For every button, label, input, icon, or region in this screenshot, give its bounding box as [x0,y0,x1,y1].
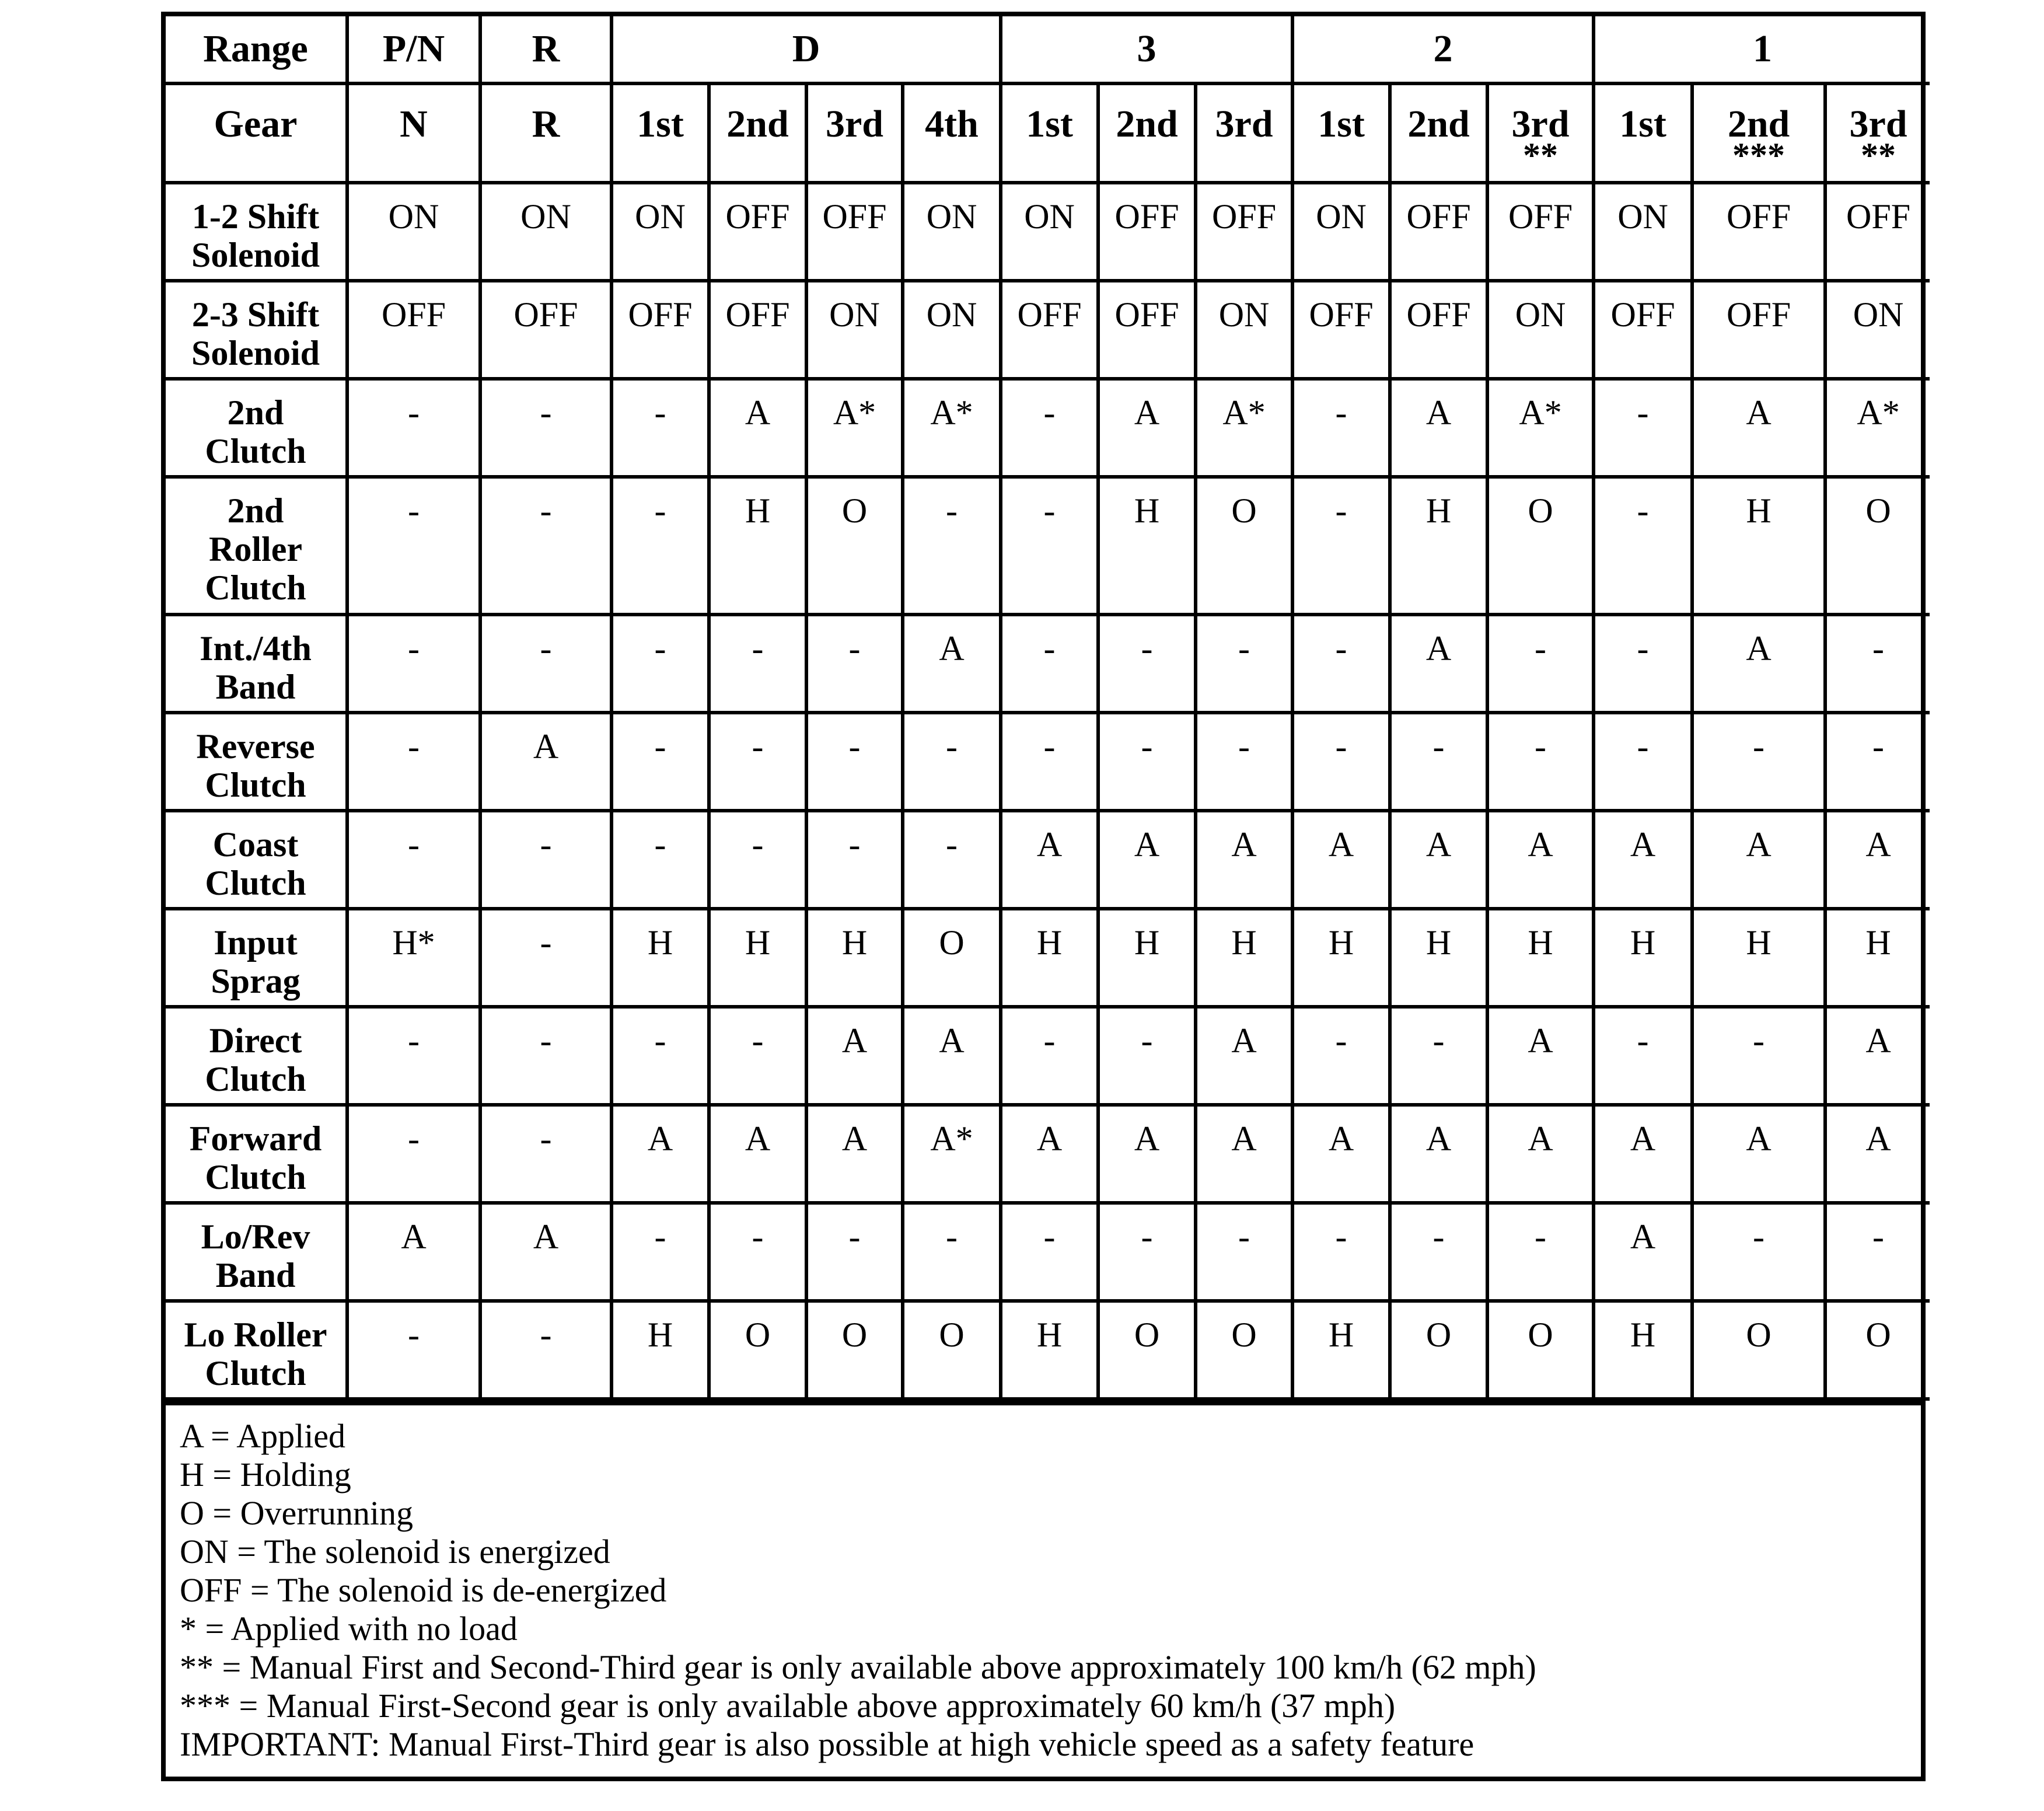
gear-header-cell [1692,83,1825,183]
state-cell: H [1390,909,1487,1007]
state-cell: H [1390,477,1487,615]
gear-header-cell [612,83,709,183]
transmission-application-chart [161,12,1926,1781]
gear-header-cell [1390,83,1487,183]
state-cell: - [347,615,480,713]
gear-header-cell [709,83,806,183]
state-cell: H* [347,909,480,1007]
component-label-line: Clutch [205,864,306,902]
state-cell: - [1390,1203,1487,1301]
gear-header-row [166,83,1930,183]
gear-footnote-marker: ** [1861,136,1896,175]
state-cell: A [709,379,806,477]
state-cell: - [480,1301,612,1399]
gear-header-cell [1292,83,1390,183]
state-cell: - [1001,615,1098,713]
component-label [166,713,347,811]
state-cell: H [1594,1301,1692,1399]
state-cell: - [903,713,1001,811]
gear-name: 3rd [826,103,883,145]
state-cell: OFF [1098,281,1196,379]
state-cell: ON [1196,281,1292,379]
gear-name: 2nd [1116,103,1178,145]
component-label [166,1203,347,1301]
legend-line: *** = Manual First-Second gear is only available above approximately 60 km/h (37 mph) [180,1687,1396,1725]
state-cell: A [903,1007,1001,1105]
component-label-line: Lo/Rev [201,1217,310,1256]
component-label [166,379,347,477]
component-label [166,811,347,909]
gear-name: 2nd [1727,103,1790,145]
component-label-line: Direct [209,1021,302,1060]
state-cell: O [1487,477,1594,615]
legend-line: IMPORTANT: Manual First-Third gear is also possible at high vehicle speed as a safety feature [180,1725,1475,1763]
state-cell: OFF [1001,281,1098,379]
component-label [166,1105,347,1203]
state-cell: - [347,811,480,909]
state-cell: - [1487,615,1594,713]
state-cell: - [1594,615,1692,713]
gear-header-cell [480,83,612,183]
state-cell: A [1594,1203,1692,1301]
range-header-cell: 1 [1594,16,1930,83]
legend-line: ON = The solenoid is energized [180,1533,610,1571]
state-cell: A [1692,379,1825,477]
state-cell: A [806,1105,903,1203]
state-cell: - [347,1301,480,1399]
gear-name: 2nd [726,103,789,145]
state-cell: H [1001,1301,1098,1399]
range-header-cell: R [480,16,612,83]
state-cell: - [1001,1203,1098,1301]
legend-line: A = Applied [180,1417,346,1455]
state-cell: - [480,1105,612,1203]
table-row [166,281,1930,379]
state-cell: H [1196,909,1292,1007]
state-cell: A [1390,811,1487,909]
state-cell: - [1487,713,1594,811]
state-cell: - [480,909,612,1007]
gear-name: 3rd [1511,103,1570,145]
component-label-line: Reverse [196,727,315,766]
gear-name: 1st [1619,103,1666,145]
gear-footnote-marker: ** [1523,136,1559,175]
component-label-line: Solenoid [191,334,320,372]
state-cell: - [612,811,709,909]
state-cell: O [709,1301,806,1399]
component-label-line: 2nd [227,491,284,530]
state-cell: O [1098,1301,1196,1399]
range-header-label: Range [166,16,347,83]
state-cell: H [612,909,709,1007]
state-cell: A [1292,811,1390,909]
state-cell: A* [806,379,903,477]
component-label-line: Int./4th [200,629,312,668]
state-cell: H [1098,909,1196,1007]
state-cell: - [612,477,709,615]
range-header-cell: P/N [347,16,480,83]
state-cell: H [1487,909,1594,1007]
gear-name: 1st [637,103,684,145]
component-label [166,615,347,713]
component-label [166,183,347,281]
state-cell: - [1692,1203,1825,1301]
table-row [166,183,1930,281]
state-cell: OFF [1390,183,1487,281]
state-cell: - [1001,1007,1098,1105]
state-cell: OFF [806,183,903,281]
state-cell: - [480,1007,612,1105]
state-cell: OFF [1594,281,1692,379]
state-cell: A [709,1105,806,1203]
state-cell: - [709,811,806,909]
state-cell: OFF [1825,183,1930,281]
state-cell: - [903,811,1001,909]
legend-line: ** = Manual First and Second-Third gear is only available above approximately 100 km/h (62 mph) [180,1648,1536,1686]
component-label-line: Sprag [211,962,301,1000]
application-table [166,16,1930,1401]
state-cell: H [1292,1301,1390,1399]
state-cell: OFF [1292,281,1390,379]
state-cell: A* [1196,379,1292,477]
state-cell: OFF [1196,183,1292,281]
component-label-line: Band [215,1256,296,1294]
state-cell: - [612,713,709,811]
state-cell: A [1594,811,1692,909]
state-cell: A* [903,1105,1001,1203]
gear-header-label: Gear [166,83,347,183]
component-label [166,1007,347,1105]
state-cell: H [1825,909,1930,1007]
state-cell: - [1001,379,1098,477]
state-cell: - [1292,1203,1390,1301]
state-cell: - [1390,1007,1487,1105]
state-cell: ON [1001,183,1098,281]
state-cell: - [480,615,612,713]
state-cell: - [347,713,480,811]
component-label-line: Forward [189,1119,322,1158]
state-cell: - [1098,1007,1196,1105]
state-cell: A [1825,1105,1930,1203]
state-cell: - [1098,1203,1196,1301]
state-cell: A [1196,1105,1292,1203]
component-label-line: Input [214,923,298,962]
state-cell: OFF [480,281,612,379]
state-cell: - [1098,615,1196,713]
state-cell: A [1098,379,1196,477]
state-cell: - [1825,615,1930,713]
state-cell: ON [1594,183,1692,281]
state-cell: A [1001,811,1098,909]
component-label-line: Coast [212,825,299,864]
gear-name: 3rd [1215,103,1273,145]
state-cell: H [806,909,903,1007]
state-cell: A [1825,811,1930,909]
state-cell: - [1292,379,1390,477]
state-cell: - [347,1105,480,1203]
state-cell: OFF [1098,183,1196,281]
gear-name: 3rd [1849,103,1907,145]
gear-header-cell [1196,83,1292,183]
state-cell: ON [612,183,709,281]
table-row [166,909,1930,1007]
state-cell: O [1390,1301,1487,1399]
table-row [166,477,1930,615]
legend [166,1401,1921,1777]
state-cell: A [1196,1007,1292,1105]
state-cell: H [1292,909,1390,1007]
state-cell: OFF [709,281,806,379]
state-cell: O [1825,1301,1930,1399]
state-cell: A [806,1007,903,1105]
state-cell: - [806,811,903,909]
table-row [166,1105,1930,1203]
state-cell: ON [903,281,1001,379]
gear-header-cell [1487,83,1594,183]
component-label-line: Clutch [205,1354,306,1393]
state-cell: OFF [1487,183,1594,281]
state-cell: ON [1825,281,1930,379]
component-label-line: Clutch [205,1158,306,1196]
state-cell: - [1098,713,1196,811]
state-cell: H [709,909,806,1007]
state-cell: A [1692,811,1825,909]
state-cell: O [806,477,903,615]
state-cell: - [1825,1203,1930,1301]
table-row [166,379,1930,477]
table-row [166,713,1930,811]
state-cell: A [480,1203,612,1301]
state-cell: ON [903,183,1001,281]
state-cell: ON [1292,183,1390,281]
table-row [166,615,1930,713]
component-label-line: 2nd [227,393,284,432]
state-cell: - [903,1203,1001,1301]
legend-line: OFF = The solenoid is de-energized [180,1571,667,1609]
state-cell: A* [1825,379,1930,477]
state-cell: - [480,477,612,615]
state-cell: - [709,615,806,713]
state-cell: - [806,713,903,811]
state-cell: - [347,477,480,615]
state-cell: OFF [1692,281,1825,379]
gear-name: 4th [925,103,979,145]
state-cell: - [709,1007,806,1105]
state-cell: - [612,379,709,477]
state-cell: OFF [1692,183,1825,281]
state-cell: - [347,379,480,477]
state-cell: - [1390,713,1487,811]
state-cell: - [903,477,1001,615]
state-cell: - [1825,713,1930,811]
gear-header-cell [903,83,1001,183]
gear-header-cell [347,83,480,183]
gear-name: 2nd [1407,103,1470,145]
state-cell: - [709,713,806,811]
legend-line: H = Holding [180,1456,351,1494]
state-cell: - [1196,615,1292,713]
state-cell: H [1594,909,1692,1007]
state-cell: ON [806,281,903,379]
state-cell: H [1001,909,1098,1007]
state-cell: A [612,1105,709,1203]
legend-line: * = Applied with no load [180,1610,518,1648]
range-header-cell: D [612,16,1001,83]
component-label-line: Lo Roller [184,1315,327,1354]
state-cell: H [709,477,806,615]
state-cell: O [1692,1301,1825,1399]
gear-header-cell [1594,83,1692,183]
component-label [166,281,347,379]
state-cell: - [1001,477,1098,615]
state-cell: A [480,713,612,811]
state-cell: - [806,1203,903,1301]
table-row [166,1203,1930,1301]
state-cell: O [903,909,1001,1007]
state-cell: H [1692,909,1825,1007]
state-cell: A [1825,1007,1930,1105]
gear-header-cell [1825,83,1930,183]
gear-name: 1st [1318,103,1365,145]
state-cell: A [1390,379,1487,477]
state-cell: - [1292,1007,1390,1105]
state-cell: - [612,1007,709,1105]
state-cell: A [1098,1105,1196,1203]
state-cell: H [1098,477,1196,615]
state-cell: - [709,1203,806,1301]
component-label-line: Solenoid [191,236,320,274]
state-cell: A [903,615,1001,713]
state-cell: A [1098,811,1196,909]
state-cell: A [1390,1105,1487,1203]
state-cell: A [1692,615,1825,713]
state-cell: A [347,1203,480,1301]
range-header-row [166,16,1930,83]
state-cell: ON [347,183,480,281]
state-cell: - [1487,1203,1594,1301]
range-header-cell: 2 [1292,16,1594,83]
legend-line: O = Overrunning [180,1494,413,1532]
table-row [166,1007,1930,1105]
state-cell: - [1001,713,1098,811]
state-cell: OFF [709,183,806,281]
component-label-line: 1-2 Shift [191,197,320,236]
gear-name: N [400,103,428,145]
table-row [166,1301,1930,1399]
state-cell: A [1001,1105,1098,1203]
state-cell: - [1594,713,1692,811]
state-cell: A* [1487,379,1594,477]
state-cell: ON [1487,281,1594,379]
component-label-line: Clutch [205,568,306,607]
state-cell: A [1594,1105,1692,1203]
state-cell: - [480,811,612,909]
state-cell: - [1292,477,1390,615]
component-label-line: Roller [209,530,302,568]
component-label-line: 2-3 Shift [191,295,320,334]
gear-header-cell [1098,83,1196,183]
state-cell: A [1692,1105,1825,1203]
state-cell: - [1692,1007,1825,1105]
state-cell: O [1196,1301,1292,1399]
state-cell: - [1196,1203,1292,1301]
state-cell: O [1196,477,1292,615]
state-cell: - [1692,713,1825,811]
state-cell: OFF [347,281,480,379]
state-cell: - [612,1203,709,1301]
state-cell: A [1487,811,1594,909]
table-row [166,811,1930,909]
state-cell: - [347,1007,480,1105]
state-cell: A* [903,379,1001,477]
state-cell: A [1487,1007,1594,1105]
gear-header-cell [1001,83,1098,183]
state-cell: - [1594,477,1692,615]
state-cell: OFF [1390,281,1487,379]
range-header-cell: 3 [1001,16,1292,83]
gear-header-cell [806,83,903,183]
component-label-line: Band [215,668,296,706]
state-cell: H [1692,477,1825,615]
state-cell: O [806,1301,903,1399]
state-cell: - [1594,1007,1692,1105]
component-label [166,909,347,1007]
state-cell: - [612,615,709,713]
state-cell: ON [480,183,612,281]
state-cell: - [1196,713,1292,811]
component-label-line: Clutch [205,1060,306,1098]
component-label-line: Clutch [205,766,306,804]
state-cell: - [480,379,612,477]
state-cell: - [1292,615,1390,713]
gear-name: R [532,103,560,145]
state-cell: - [1594,379,1692,477]
state-cell: OFF [612,281,709,379]
state-cell: A [1196,811,1292,909]
component-label [166,477,347,615]
state-cell: O [1825,477,1930,615]
component-label [166,1301,347,1399]
state-cell: O [1487,1301,1594,1399]
gear-name: 1st [1026,103,1073,145]
state-cell: - [1292,713,1390,811]
state-cell: A [1390,615,1487,713]
component-label-line: Clutch [205,432,306,470]
state-cell: A [1292,1105,1390,1203]
state-cell: O [903,1301,1001,1399]
state-cell: H [612,1301,709,1399]
state-cell: A [1487,1105,1594,1203]
gear-footnote-marker: *** [1732,136,1786,175]
state-cell: - [806,615,903,713]
